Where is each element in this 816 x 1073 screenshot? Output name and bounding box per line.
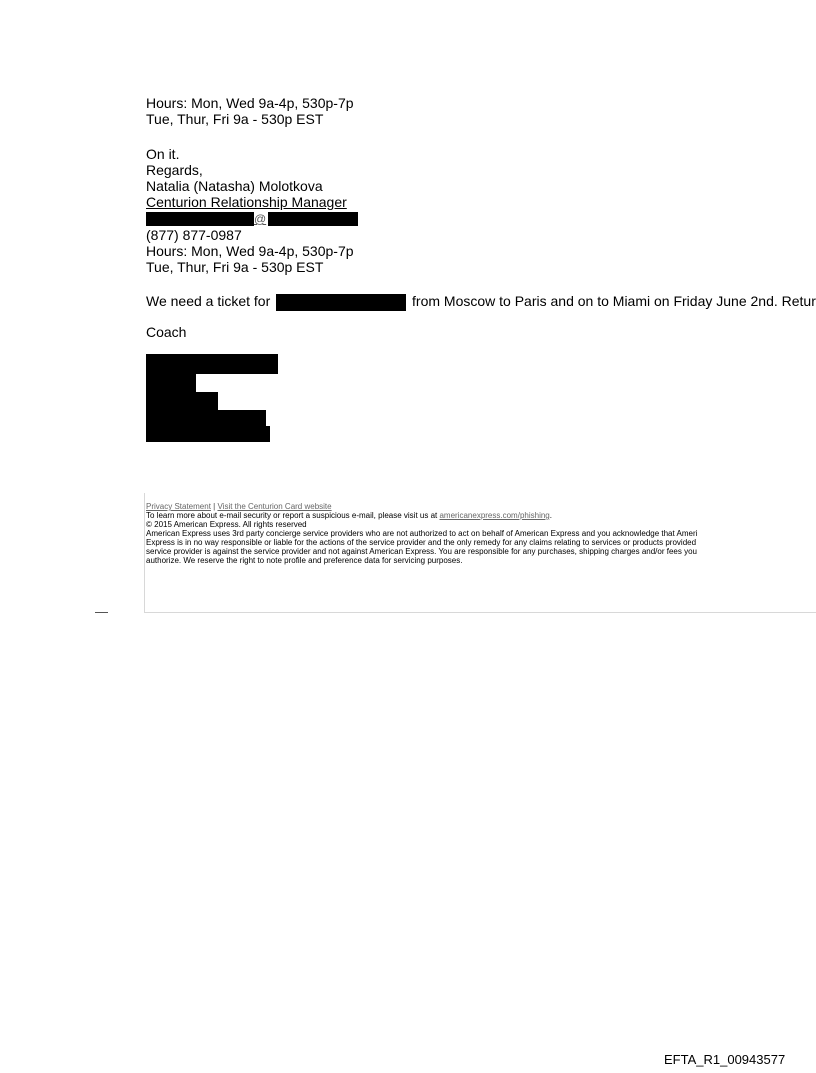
disclaimer-line-1: American Express uses 3rd party concierge service providers who are not authorized to act on behalf of American Express and you acknowledge that Ameri bbox=[146, 529, 698, 538]
document-id: EFTA_R1_00943577 bbox=[664, 1052, 786, 1067]
email-body bbox=[146, 95, 816, 442]
sender-name: Natalia (Natasha) Molotkova bbox=[146, 178, 323, 194]
phishing-link[interactable]: americanexpress.com/phishing bbox=[439, 511, 550, 520]
privacy-statement-link[interactable]: Privacy Statement bbox=[146, 502, 211, 511]
redaction-block bbox=[146, 372, 196, 394]
top-hours-line-2: Tue, Thur, Fri 9a - 530p EST bbox=[146, 111, 324, 127]
link-separator: | bbox=[213, 502, 216, 511]
redaction-block bbox=[146, 212, 254, 226]
security-text: To learn more about e-mail security or report a suspicious e-mail, please visit us at bbox=[146, 511, 438, 520]
top-hours-line-1: Hours: Mon, Wed 9a-4p, 530p-7p bbox=[146, 95, 354, 111]
disclaimer-line-4: authorize. We reserve the right to note profile and preference data for servicing purposes. bbox=[146, 556, 463, 565]
ticket-request-start: We need a ticket for bbox=[146, 293, 271, 309]
redaction-block bbox=[146, 426, 270, 442]
reply-text: On it. bbox=[146, 146, 180, 162]
phone-number: (877) 877-0987 bbox=[146, 227, 242, 243]
hours-line-1: Hours: Mon, Wed 9a-4p, 530p-7p bbox=[146, 243, 354, 259]
ticket-request-end: from Moscow to Paris and on to Miami on Friday June 2nd. Retur bbox=[412, 293, 816, 309]
redaction-block bbox=[276, 294, 406, 311]
email-address-line bbox=[146, 210, 816, 227]
disclaimer-line-3: service provider is against the service provider and not against American Express. You are responsible for any purchases, shipping charges and/or fees you bbox=[146, 547, 697, 556]
redaction-block bbox=[146, 354, 278, 374]
sender-title: Centurion Relationship Manager bbox=[146, 194, 347, 210]
ticket-request bbox=[146, 293, 816, 311]
page-mark bbox=[95, 612, 108, 613]
regards-text: Regards, bbox=[146, 162, 203, 178]
security-period: . bbox=[549, 511, 552, 520]
email-footer bbox=[146, 502, 816, 565]
security-notice bbox=[146, 511, 816, 520]
centurion-card-link[interactable]: Visit the Centurion Card website bbox=[217, 502, 332, 511]
hours-line-2: Tue, Thur, Fri 9a - 530p EST bbox=[146, 259, 324, 275]
copyright-text: © 2015 American Express. All rights reserved bbox=[146, 520, 307, 529]
coach-text: Coach bbox=[146, 323, 187, 340]
footer-links-row bbox=[146, 502, 816, 511]
redaction-block bbox=[268, 212, 358, 226]
redaction-block bbox=[146, 392, 218, 412]
email-at-sign: @ bbox=[254, 212, 267, 226]
disclaimer-line-2: Express is in no way responsible or liable for the actions of the service provider and the only remedy for any claims relating to services or products provided bbox=[146, 538, 697, 547]
redacted-signature bbox=[146, 354, 286, 442]
